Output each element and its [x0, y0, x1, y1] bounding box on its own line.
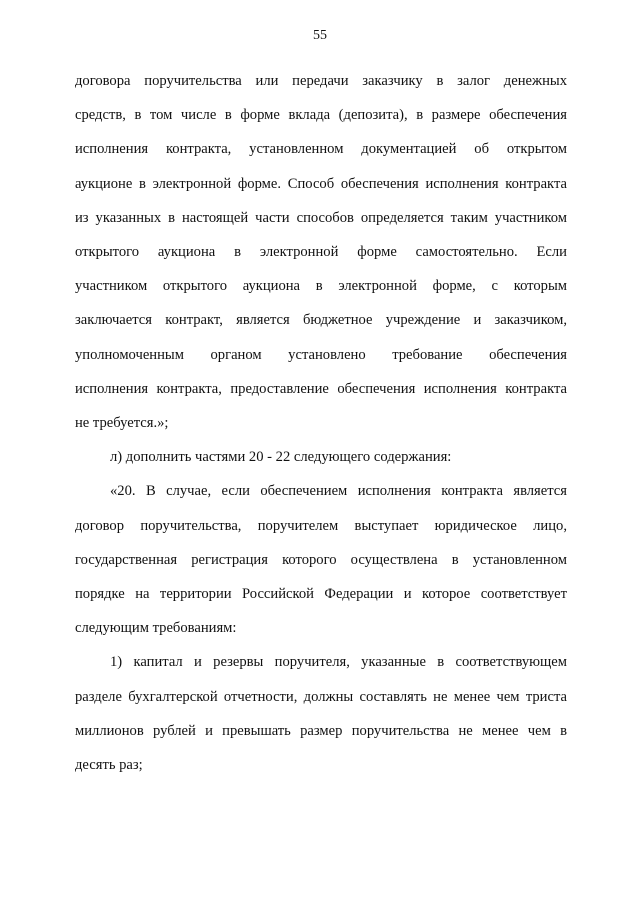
text-line: уполномоченным органом установлено требование обеспечения	[75, 346, 567, 363]
text-line: участником открытого аукциона в электронной форме, с которым	[75, 278, 567, 295]
paragraph-guarantee-method	[75, 64, 567, 440]
text-line: договора поручительства или передачи заказчику в залог денежных	[75, 73, 567, 89]
text-line: средств, в том числе в форме вклада (депозита), в размере обеспечения	[75, 107, 567, 124]
text-line: аукционе в электронной форме. Способ обеспечения исполнения контракта	[75, 175, 567, 192]
text-line: л) дополнить частями 20 - 22 следующего содержания:	[110, 449, 452, 466]
text-line: заключается контракт, является бюджетное учреждение и заказчиком,	[75, 312, 567, 329]
paragraph-item-1	[75, 645, 567, 782]
text-line: «20. В случае, если обеспечением исполнения контракта является	[110, 483, 567, 500]
text-line: порядке на территории Российской Федерации и которое соответствует	[75, 586, 567, 603]
text-line: из указанных в настоящей части способов определяется таким участником	[75, 209, 567, 226]
text-line: миллионов рублей и превышать размер поручительства не менее чем в	[75, 722, 567, 739]
text-line: следующим требованиям:	[75, 620, 237, 637]
text-line: исполнения контракта, предоставление обеспечения исполнения контракта	[75, 380, 567, 397]
text-line: договор поручительства, поручителем выступает юридическое лицо,	[75, 517, 567, 534]
document-body	[75, 64, 567, 782]
text-line: 1) капитал и резервы поручителя, указанные в соответствующем	[110, 654, 567, 671]
text-line: разделе бухгалтерской отчетности, должны составлять не менее чем триста	[75, 688, 567, 705]
paragraph-amendment-l	[75, 440, 567, 474]
text-line: исполнения контракта, установленном документацией об открытом	[75, 141, 567, 158]
paragraph-part-20	[75, 474, 567, 645]
text-line: не требуется.»;	[75, 415, 169, 432]
page-number: 55	[313, 28, 327, 43]
text-line: открытого аукциона в электронной форме самостоятельно. Если	[75, 244, 567, 261]
text-line: государственная регистрация которого осуществлена в установленном	[75, 551, 567, 568]
text-line: десять раз;	[75, 757, 143, 774]
